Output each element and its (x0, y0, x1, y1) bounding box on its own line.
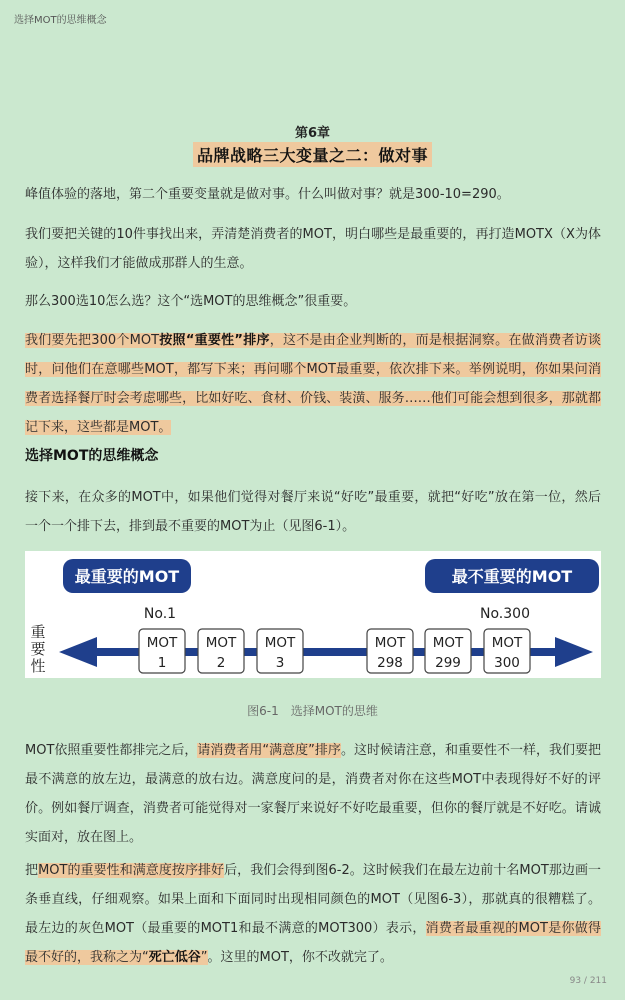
mot-box-2 (198, 629, 244, 673)
mot-box-3 (257, 629, 303, 673)
emphasis-death-valley: 死亡低谷 (148, 950, 201, 965)
highlight-conclusion: 消费者最重视的MOT是你做得最不好的，我称之为“死亡低谷” (25, 921, 601, 965)
svg-text:2: 2 (216, 655, 226, 671)
paragraph-5: 接下来，在众多的MOT中，如果他们觉得对餐厅来说“好吃”最重要，就把“好吃”放在第一位，然后一个一个排下去，排到最不重要的MOT为止（见图6-1）。 (25, 490, 601, 534)
paragraph-1: 峰值体验的落地，第二个重要变量就是做对事。什么叫做对事？就是300-10=290。 (25, 187, 510, 202)
mot-box-1 (139, 629, 185, 673)
paragraph-3: 那么300选10怎么选？这个“选MOT的思维概念”很重要。 (25, 294, 357, 309)
svg-text:MOT: MOT (205, 635, 237, 651)
axis-label-3: 性 (30, 657, 46, 675)
right-rank-label: No.300 (480, 606, 530, 622)
emphasis-importance: 按照“重要性”排序 (159, 333, 270, 348)
svg-text:MOT: MOT (374, 635, 406, 651)
page-number: 93 / 211 (569, 976, 607, 986)
mot-box-299 (425, 629, 471, 673)
axis-label-2: 要 (30, 640, 46, 658)
mot-box-298 (367, 629, 413, 673)
chapter-number: 第6章 (294, 126, 331, 141)
figure-6-1 (25, 551, 601, 678)
running-header: 选择MOT的思维概念 (14, 15, 107, 26)
svg-text:299: 299 (435, 655, 461, 671)
svg-text:300: 300 (494, 655, 520, 671)
right-banner-label: 最不重要的MOT (451, 567, 573, 586)
arrow-head-left (59, 637, 97, 667)
paragraph-4: 我们要先把300个MOT按照“重要性”排序，这不是由企业判断的，而是根据洞察。在做消费者访谈时，问他们在意哪些MOT，都写下来；再问哪个MOT最重要，依次排下来。举例说明，你如果问消费者选择餐厅时会考虑哪些，比如好吃、食材、价钱、装潢、服务……他们可能会想到很多，那就都记下来，这些都是MOT。 (25, 333, 601, 435)
chapter-title: 品牌战略三大变量之二：做对事 (193, 142, 432, 167)
highlight-sort: MOT的重要性和满意度按序排好 (38, 863, 225, 878)
figure-caption: 图6-1 选择MOT的思维 (247, 704, 378, 718)
svg-text:MOT: MOT (432, 635, 464, 651)
svg-text:1: 1 (157, 655, 167, 671)
paragraph-7: 把MOT的重要性和满意度按序排好后，我们会得到图6-2。这时候我们在最左边前十名MOT那边画一条垂直线，仔细观察。如果上面和下面同时出现相同颜色的MOT（见图6-3），那就真的很糟糕了。最左边的灰色MOT（最重要的MOT1和最不满意的MOT300）表示，消费者最重视的MOT是你做得最不好的，我称之为“死亡低谷”。这里的MOT，你不改就完了。 (25, 863, 601, 965)
svg-text:MOT: MOT (264, 635, 296, 651)
mot-box-300 (484, 629, 530, 673)
svg-text:298: 298 (377, 655, 403, 671)
paragraph-6: MOT依照重要性都排完之后，请消费者用“满意度”排序。这时候请注意，和重要性不一样，我们要把最不满意的放左边，最满意的放右边。满意度问的是，消费者对你在这些MOT中表现得好不好的评价。例如餐厅调查，消费者可能觉得对一家餐厅来说好不好吃最重要，但你的餐厅就是不好吃。请诚实面对，放在图上。 (25, 743, 601, 845)
arrow-head-right (555, 637, 593, 667)
left-rank-label: No.1 (143, 606, 177, 622)
highlight-satisfaction: 请消费者用“满意度”排序 (197, 743, 341, 758)
paragraph-2: 我们要把关键的10件事找出来，弄清楚消费者的MOT，明白哪些是最重要的，再打造MOTX（X为体验），这样我们才能做成那群人的生意。 (25, 227, 601, 271)
section-heading: 选择MOT的思维概念 (25, 448, 159, 464)
svg-text:MOT: MOT (491, 635, 523, 651)
axis-label-1: 重 (30, 623, 46, 641)
mot-importance-diagram (25, 551, 601, 678)
svg-text:MOT: MOT (146, 635, 178, 651)
svg-text:3: 3 (275, 655, 285, 671)
left-banner-label: 最重要的MOT (74, 567, 180, 586)
